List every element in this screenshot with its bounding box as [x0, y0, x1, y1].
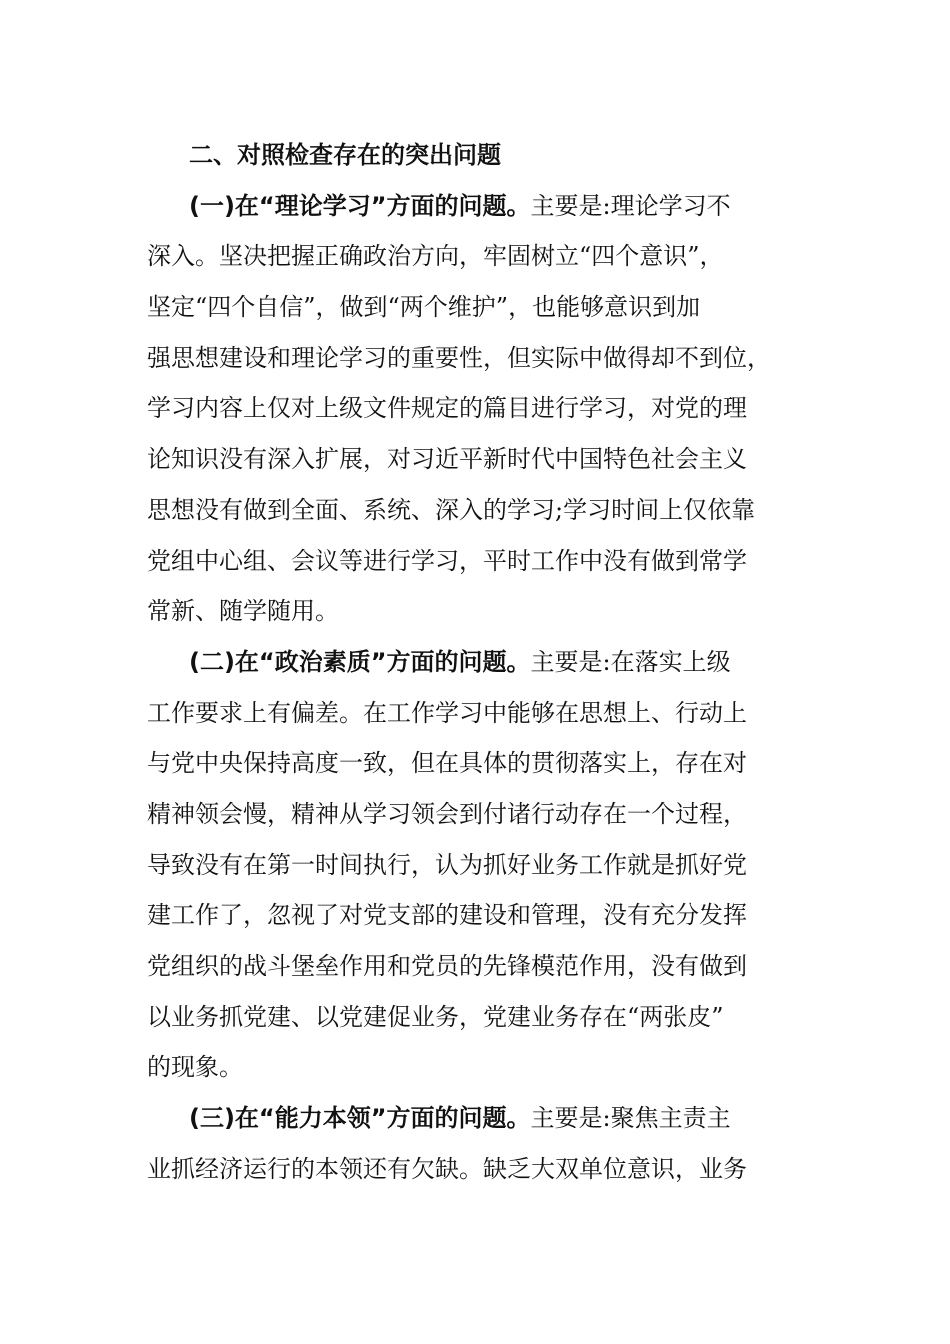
document-body [147, 130, 807, 1194]
paragraph-3-lead: (三)在“能力本领”方面的问题。 [189, 1104, 531, 1133]
text-line: 党组织的战斗堡垒作用和党员的先锋模范作用，没有做到 [147, 952, 747, 980]
paragraph-3-line-1 [147, 1093, 807, 1144]
section-heading: 二、对照检查存在的突出问题 [189, 141, 501, 169]
text-line: 思想没有做到全面、系统、深入的学习;学习时间上仅依靠 [147, 495, 756, 524]
text-line: 的现象。 [147, 1053, 243, 1082]
paragraph-2-text: 主要是:在落实上级 [530, 647, 731, 676]
text-line: 与党中央保持高度一致，但在具体的贯彻落实上，存在对 [147, 749, 747, 778]
text-line: 论知识没有深入扩展，对习近平新时代中国特色社会主义 [147, 445, 747, 474]
text-line: 导致没有在第一时间执行，认为抓好业务工作就是抓好党 [147, 850, 747, 879]
text-line: 业抓经济运行的本领还有欠缺。缺乏大双单位意识，业务 [147, 1154, 747, 1183]
paragraph-3-text: 主要是:聚焦主责主 [530, 1104, 731, 1133]
text-line: 强思想建设和理论学习的重要性，但实际中做得却不到位， [147, 343, 771, 372]
text-line: 精神领会慢，精神从学习领会到付诸行动存在一个过程， [147, 799, 747, 828]
text-line: 坚定“四个自信”，做到“两个维护”，也能够意识到加 [147, 293, 701, 322]
paragraph-1-lead: (一)在“理论学习”方面的问题。 [189, 191, 531, 220]
paragraph-2-line-1 [147, 637, 807, 688]
text-line: 常新、随学随用。 [147, 597, 339, 626]
paragraph-1-line-1 [147, 181, 807, 232]
text-line: 深入。坚决把握正确政治方向，牢固树立“四个意识”， [147, 242, 724, 271]
text-line: 工作要求上有偏差。在工作学习中能够在思想上、行动上 [147, 698, 747, 727]
paragraph-2-lead: (二)在“政治素质”方面的问题。 [189, 647, 531, 676]
text-line: 党组中心组、会议等进行学习，平时工作中没有做到常学 [147, 546, 747, 575]
paragraph-1-text: 主要是:理论学习不 [530, 191, 731, 220]
text-line: 以业务抓党建、以党建促业务，党建业务存在“两张皮” [147, 1002, 724, 1031]
text-line: 学习内容上仅对上级文件规定的篇目进行学习，对党的理 [147, 394, 747, 423]
text-line: 建工作了，忽视了对党支部的建设和管理，没有充分发挥 [147, 901, 747, 930]
